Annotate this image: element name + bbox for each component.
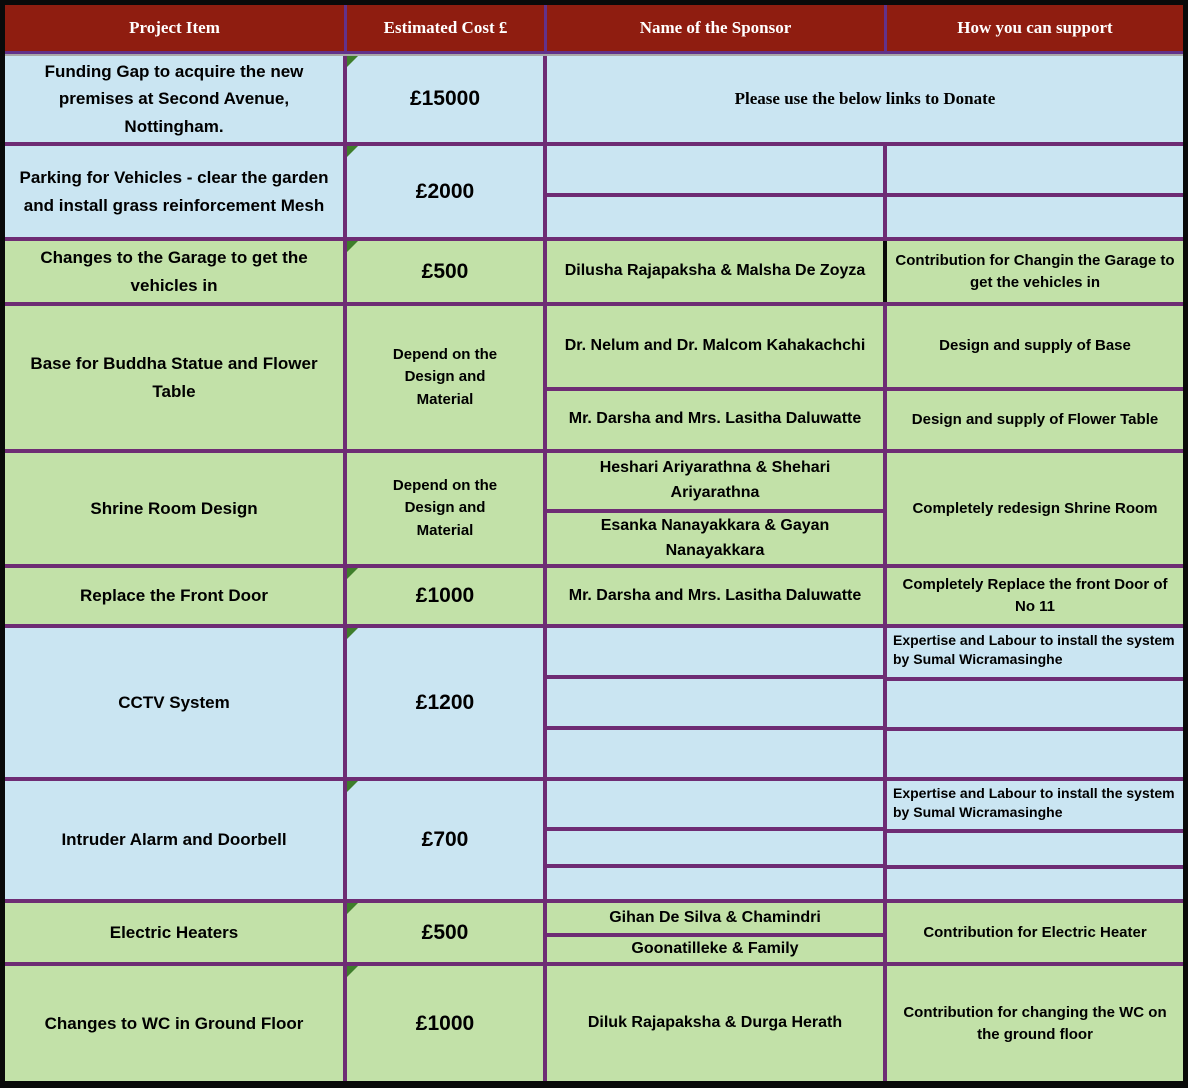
support-cell: Expertise and Labour to install the system by Sumal Wicramasinghe (887, 628, 1183, 681)
cost-cell (347, 241, 547, 302)
sponsor-cell: Dilusha Rajapaksha & Malsha De Zoyza (547, 241, 887, 302)
cost-cell (347, 568, 547, 624)
sponsor-cell-group (547, 903, 887, 962)
table-row-cctv (5, 628, 1183, 781)
cell-flag-icon (347, 628, 358, 639)
cost-value: £700 (421, 828, 469, 851)
support-cell (887, 833, 1183, 869)
support-cell (887, 197, 1183, 237)
sponsor-cell (547, 197, 883, 237)
support-cell: Completely redesign Shrine Room (912, 499, 1158, 517)
header-project-item: Project Item (5, 5, 347, 51)
sponsor-cell-group (547, 306, 887, 449)
cell-flag-icon (347, 146, 358, 157)
project-item-cell: Changes to WC in Ground Floor (5, 966, 347, 1081)
sponsor-cell: Heshari Ariyarathna & Shehari Ariyarathna (547, 453, 883, 513)
project-item-cell: Replace the Front Door (5, 568, 347, 624)
cost-cell (347, 903, 547, 962)
support-cell: Expertise and Labour to install the system by Sumal Wicramasinghe (887, 781, 1183, 833)
support-cell: Completely Replace the front Door of No 11 (902, 576, 1168, 615)
cell-flag-icon (347, 903, 358, 914)
support-cell: Design and supply of Flower Table (911, 410, 1159, 428)
sponsor-cell-group (547, 146, 887, 237)
cost-value: £500 (421, 920, 469, 944)
header-how-to-support: How you can support (957, 18, 1113, 37)
sponsor-cell: Dr. Nelum and Dr. Malcom Kahakachchi (547, 306, 883, 391)
cost-cell (347, 628, 547, 777)
cell-flag-icon (347, 781, 358, 792)
sponsor-cell: Mr. Darsha and Mrs. Lasitha Daluwatte (568, 410, 862, 428)
sponsor-cell-group (547, 453, 887, 564)
table-row-garage (5, 241, 1183, 306)
sponsor-cell (547, 146, 883, 197)
table-row-intruder-alarm (5, 781, 1183, 903)
support-cell-group (887, 628, 1183, 777)
table-row-electric-heaters (5, 903, 1183, 966)
sponsor-cell-group (547, 628, 887, 777)
sponsor-cell: Goonatilleke & Family (631, 940, 799, 958)
cost-value: £1000 (415, 584, 475, 607)
cost-cell (347, 146, 547, 237)
sponsor-cell (547, 831, 883, 868)
cost-cell: Depend on the Design and Material (347, 306, 547, 449)
table-header-row (5, 5, 1183, 54)
project-item-cell: Changes to the Garage to get the vehicles in (5, 241, 347, 302)
cost-value: £15000 (409, 87, 481, 110)
support-cell: Contribution for Electric Heater (923, 923, 1147, 941)
cost-value: £500 (421, 259, 469, 283)
table-row-shrine-room (5, 453, 1183, 568)
sponsor-cell-group (547, 781, 887, 899)
cost-value: £1200 (415, 690, 475, 714)
cost-cell (347, 781, 547, 899)
project-item-cell: Funding Gap to acquire the new premises at Second Avenue, Nottingham. (5, 56, 347, 142)
sponsor-cell (547, 679, 883, 730)
project-item-cell: CCTV System (5, 628, 347, 777)
cell-flag-icon (347, 966, 358, 977)
sponsor-cell: Mr. Darsha and Mrs. Lasitha Daluwatte (547, 568, 887, 624)
sponsor-cell: Diluk Rajapaksha & Durga Herath (547, 966, 887, 1081)
sponsor-cell: Esanka Nanayakkara & Gayan Nanayakkara (600, 516, 830, 559)
support-cell (887, 731, 1183, 777)
sponsor-cell (547, 628, 883, 679)
support-cell (887, 146, 1183, 197)
table-row-front-door (5, 568, 1183, 628)
donate-note-cell: Please use the below links to Donate (734, 89, 996, 108)
header-estimated-cost: Estimated Cost £ (347, 5, 547, 51)
cell-flag-icon (347, 241, 358, 252)
support-cell-group (887, 146, 1183, 237)
project-item-cell: Shrine Room Design (5, 453, 347, 564)
cost-value: £1000 (415, 1011, 475, 1035)
table-row-funding-gap (5, 56, 1183, 146)
table-row-wc-ground-floor (5, 966, 1183, 1081)
support-cell (887, 681, 1183, 731)
cost-cell (347, 56, 547, 142)
sponsor-cell (547, 730, 883, 777)
table-row-parking (5, 146, 1183, 241)
table-row-buddha-base (5, 306, 1183, 453)
project-item-cell: Electric Heaters (5, 903, 347, 962)
project-item-cell: Parking for Vehicles - clear the garden and install grass reinforcement Mesh (5, 146, 347, 237)
support-cell: Contribution for changing the WC on the ground floor (903, 1003, 1167, 1043)
support-cell: Design and supply of Base (887, 306, 1183, 391)
support-cell-group (887, 306, 1183, 449)
support-cell (887, 869, 1183, 899)
cost-cell: Depend on the Design and Material (347, 453, 547, 564)
support-cell: Contribution for Changin the Garage to get the vehicles in (895, 251, 1175, 291)
header-sponsor-name: Name of the Sponsor (547, 5, 887, 51)
cell-flag-icon (347, 56, 358, 67)
support-cell-group (887, 781, 1183, 899)
project-item-cell: Intruder Alarm and Doorbell (5, 781, 347, 899)
cell-flag-icon (347, 568, 358, 579)
project-item-cell: Base for Buddha Statue and Flower Table (5, 306, 347, 449)
sponsor-cell: Gihan De Silva & Chamindri (547, 903, 883, 937)
cost-value: £2000 (415, 179, 475, 203)
sponsor-cell (547, 868, 883, 899)
sponsor-cell (547, 781, 883, 831)
cost-cell (347, 966, 547, 1081)
